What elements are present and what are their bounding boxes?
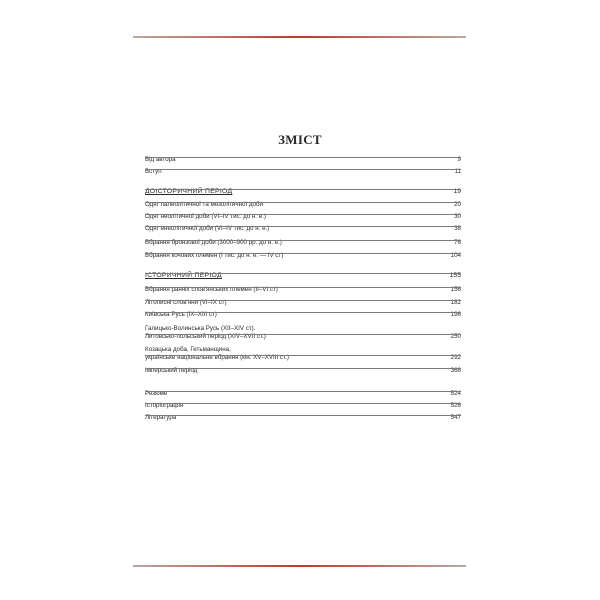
toc-entry-title: Одяг енеолітичної доби (VI–IV тис. до н. е.) [145, 225, 270, 232]
toc-entry-page: 11 [454, 168, 461, 175]
toc-entry-title: українське національне вбрання (кін. XV–XVIII ст.) [145, 354, 289, 361]
toc-entry-title: Київська Русь (IX–XIII ст) [145, 311, 217, 318]
toc-entry-page: 292 [450, 354, 461, 361]
toc-entry-title: Імперський період [145, 367, 198, 374]
leader-line [145, 300, 461, 301]
page-title: ЗМІСТ [278, 132, 322, 147]
leader-line [145, 240, 461, 241]
leader-line [145, 312, 461, 313]
leader-line [145, 415, 461, 416]
toc-section-title: ІСТОРИЧНИЙ ПЕРІОД [145, 272, 222, 279]
toc-entry-title: Одяг палеолітичної та мезолітичної доби [145, 201, 263, 208]
leader-line [145, 287, 461, 288]
toc-entry-title: Літописні слов'яни (VI–IX ст) [145, 299, 227, 306]
toc-entry-page: 76 [454, 239, 461, 246]
toc-entry-title: Вбрання бронзової доби (3000–900 рр. до н. е.) [145, 239, 282, 246]
toc-entry-page: 30 [454, 213, 461, 220]
leader-line [145, 334, 461, 335]
toc-entry-title: Галицько-Волинська Русь (XII–XIV ст). [145, 325, 256, 332]
toc-entry-page: 182 [450, 299, 461, 306]
toc-entry-page: 20 [454, 201, 461, 208]
toc-entry-page: 526 [450, 402, 461, 409]
toc-entry-title: Історіографія [145, 402, 184, 409]
toc-entry-title: Вбрання ранніх слов'янських племен (II–VI ст) [145, 286, 278, 293]
leader-line [145, 214, 461, 215]
toc-entry-page: 19 [453, 188, 461, 195]
leader-line [145, 355, 461, 356]
toc-entry-page: 196 [450, 311, 461, 318]
leader-line [145, 368, 461, 369]
toc-entry-title: Резюме [145, 390, 168, 397]
leader-line [145, 169, 461, 170]
toc-entry-page: 156 [450, 286, 461, 293]
toc-entry-page: 38 [454, 225, 461, 232]
leader-line [145, 403, 461, 404]
toc-entry-title: Вбрання кочових племен (І тис. до н. е. — IV ст) [145, 252, 284, 259]
toc-section-title: ДОІСТОРИЧНИЙ ПЕРІОД [145, 188, 233, 195]
toc-entry-title: Козацька доба, Гетьманщина, [145, 346, 231, 353]
toc-entry-page: 547 [450, 414, 461, 421]
leader-line [145, 202, 461, 203]
toc-entry-title: Література [145, 414, 177, 421]
toc-entry-title: Литовсько-польський період (XIV–XVII ст.) [145, 333, 266, 340]
toc-entry-page: 155 [449, 272, 461, 279]
toc-entry-page: 250 [450, 333, 461, 340]
toc-entry-page: 9 [457, 156, 461, 163]
leader-line [145, 189, 461, 190]
leader-line [145, 226, 461, 227]
toc-entry-title: Одяг неолітичної доби (VI–IV тис. до н. е.) [145, 213, 266, 220]
toc-entry-page: 104 [450, 252, 461, 259]
toc-entry-page: 524 [450, 390, 461, 397]
leader-line [145, 157, 461, 158]
leader-line [145, 391, 461, 392]
toc-entry-page: 368 [450, 367, 461, 374]
toc-entry-title: Вступ [145, 168, 162, 175]
leader-line [145, 253, 461, 254]
toc-entry-title: Від автора [145, 156, 176, 163]
bottom-decorative-rule [133, 565, 466, 567]
leader-line [145, 273, 461, 274]
top-decorative-rule [133, 36, 466, 38]
